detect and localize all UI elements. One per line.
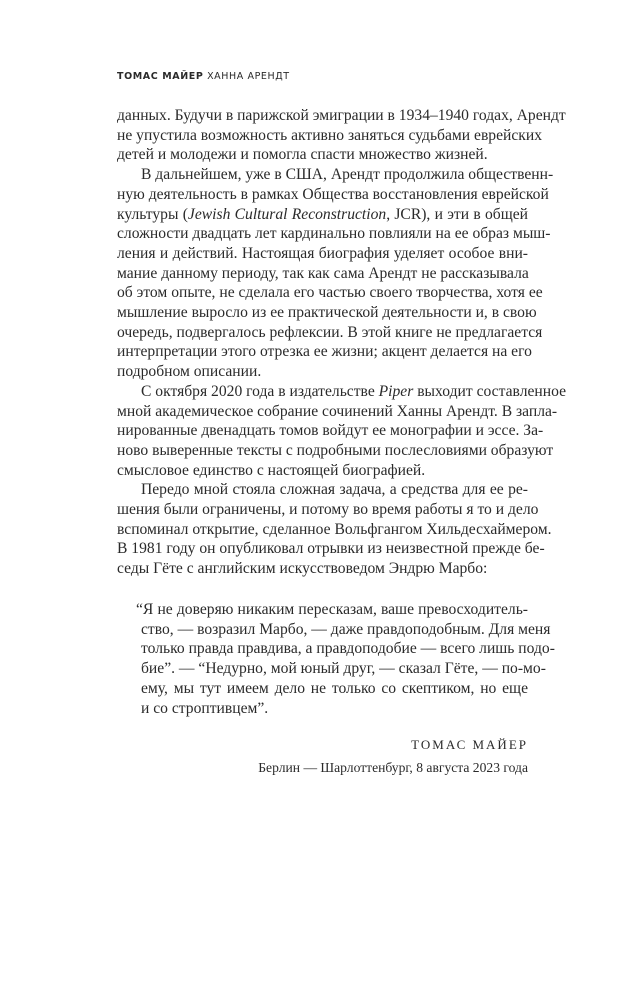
text-line: детей и молодежи и помогла спасти множество жизней. bbox=[117, 146, 488, 164]
text-line: ство, — возразил Марбо, — даже правдоподобным. Для меня bbox=[141, 620, 551, 638]
text-line: мной академическое собрание сочинений Ханны Арендт. В запла- bbox=[117, 402, 558, 420]
text-line: данных. Будучи в парижской эмиграции в 1934–1940 годах, Арендт bbox=[117, 107, 566, 124]
text-line: В 1981 году он опубликовал отрывки из неизвестной прежде бе- bbox=[117, 540, 545, 558]
text-line: ления и действий. Настоящая биография уделяет особое вни- bbox=[117, 244, 528, 262]
signature-place-date: Берлин — Шарлоттенбург, 8 августа 2023 года bbox=[258, 760, 528, 775]
text-line: седы Гёте с английским искусствоведом Эндрю Марбо: bbox=[117, 560, 488, 578]
text-line: очередь, подвергалось рефлексии. В этой книге не предлагается bbox=[117, 323, 543, 341]
text-line: “Я не доверяю никаким пересказам, ваше превосходитель- bbox=[136, 601, 528, 618]
header-author: ТОМАС МАЙЕР bbox=[117, 71, 204, 82]
header-title: ХАННА АРЕНДТ bbox=[207, 71, 290, 82]
text-line: культуры (Jewish Cultural Reconstruction, JCR), и эти в общей bbox=[117, 205, 528, 223]
text-line: только правда правдива, а правдоподобие — всего лишь подо- bbox=[141, 640, 555, 658]
text-line: нированные двенадцать томов войдут ее монографии и эссе. За- bbox=[117, 422, 544, 440]
text-line: не упустила возможность активно заняться судьбами еврейских bbox=[117, 126, 543, 144]
text-line: подробном описании. bbox=[117, 363, 262, 381]
text-line: сложности двадцать лет кардинально повлияли на ее образ мыш- bbox=[117, 225, 551, 243]
text-line: мание данному периоду, так как сама Арендт не рассказывала bbox=[117, 264, 529, 282]
text-line: смысловое единство с настоящей биографией. bbox=[117, 461, 426, 479]
text-line: шения были ограничены, и потому во время работы я то и дело bbox=[117, 501, 539, 518]
text-line: В дальнейшем, уже в США, Арендт продолжила общественн- bbox=[141, 166, 554, 184]
text-line: и со строптивцем”. bbox=[141, 699, 269, 717]
text-line: Передо мной стояла сложная задача, а средства для ее ре- bbox=[141, 481, 528, 499]
text-line: интерпретации этого отрезка ее жизни; акцент делается на его bbox=[117, 343, 532, 361]
text-line: мышление выросло из ее практической деятельности и, в свою bbox=[117, 304, 537, 321]
text-line: ную деятельность в рамках Общества восстановления еврейской bbox=[117, 185, 549, 203]
signature-author: ТОМАС МАЙЕР bbox=[411, 737, 528, 752]
text-line: ново выверенные тексты с подробными послесловиями образуют bbox=[117, 441, 554, 459]
running-header bbox=[117, 71, 290, 82]
text-line: ему, мы тут имеем дело не только со скептиком, но еще bbox=[141, 679, 528, 697]
text-line: бие”. — “Недурно, мой юный друг, — сказал Гёте, — по-мо- bbox=[141, 660, 546, 678]
text-line: С октября 2020 года в издательстве Piper выходит составленное bbox=[141, 382, 566, 400]
text-line: об этом опыте, не сделала его частью своего творчества, хотя ее bbox=[117, 284, 543, 302]
text-line: вспоминал открытие, сделанное Вольфгангом Хильдесхаймером. bbox=[117, 520, 552, 538]
